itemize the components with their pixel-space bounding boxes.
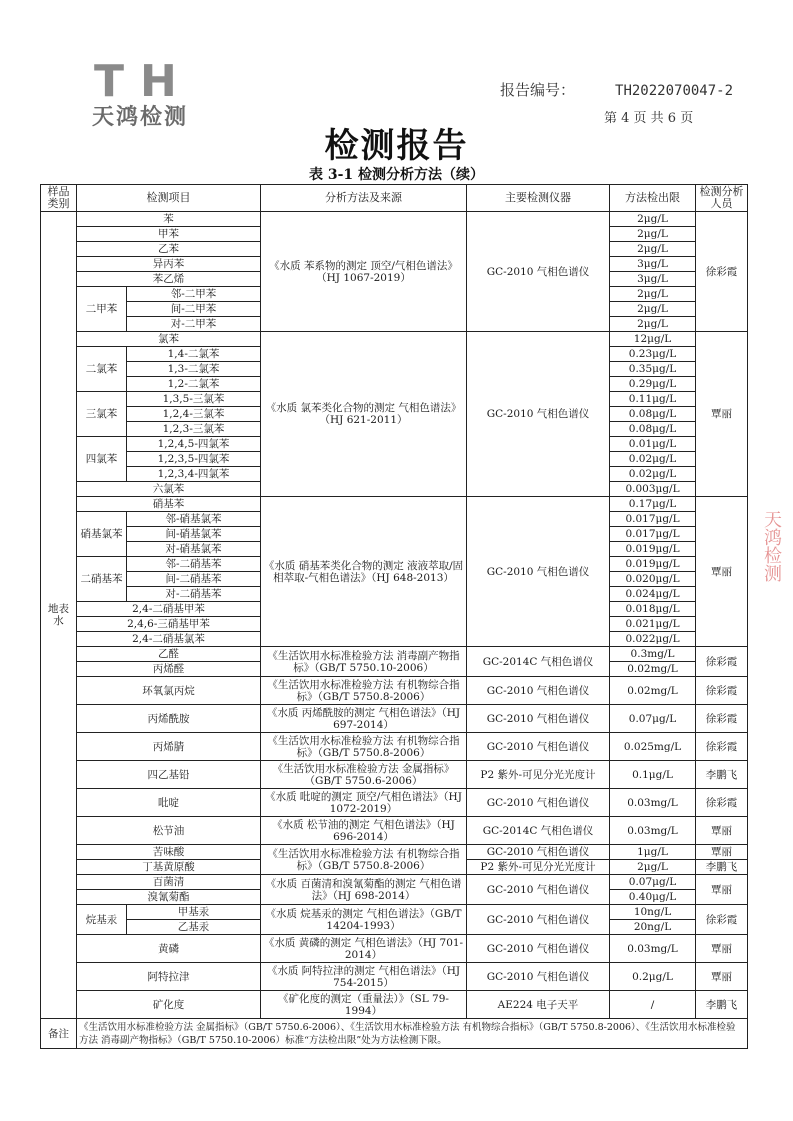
col-header: 检测项目 <box>77 185 261 212</box>
analyst: 徐彩霞 <box>696 733 748 761</box>
test-item: 硝基苯 <box>77 497 261 512</box>
method: 《水质 丙烯酰胺的测定 气相色谱法》（HJ 697-2014） <box>261 705 467 733</box>
test-item: 苦味酸 <box>77 845 261 860</box>
note-text: 《生活饮用水标准检验方法 金属指标》（GB/T 5750.6-2006）、《生活饮用水标准检验方法 有机物综合指标》（GB/T 5750.8-2006）、《生活饮用水标准检验方法 消毒副产物指标》（GB/T 5750.10-2006）标准“方法检出限”处为方法检测下限。 <box>77 1019 748 1049</box>
col-header: 主要检测仪器 <box>467 185 610 212</box>
table-row <box>41 935 748 963</box>
item-group: 硝基氯苯 <box>77 512 127 557</box>
instrument: GC-2010 气相色谱仪 <box>467 963 610 991</box>
col-header: 分析方法及来源 <box>261 185 467 212</box>
analyst: 覃丽 <box>696 845 748 860</box>
detection-limit: 0.017μg/L <box>610 512 696 527</box>
test-item: 邻-二甲苯 <box>127 287 261 302</box>
test-item: 1,3-二氯苯 <box>127 362 261 377</box>
test-item: 乙醛 <box>77 647 261 662</box>
sample-category: 地表水 <box>41 212 77 1019</box>
item-group: 二甲苯 <box>77 287 127 332</box>
table-row <box>41 817 748 845</box>
report-number-label: 报告编号： <box>500 81 576 99</box>
item-group: 烷基汞 <box>77 905 127 935</box>
test-item: 甲苯 <box>77 227 261 242</box>
detection-limit: 0.1μg/L <box>610 761 696 789</box>
instrument: GC-2010 气相色谱仪 <box>467 497 610 647</box>
method: 《水质 黄磷的测定 气相色谱法》（HJ 701-2014） <box>261 935 467 963</box>
table-row <box>41 705 748 733</box>
test-item: 六氯苯 <box>77 482 261 497</box>
item-group: 三氯苯 <box>77 392 127 437</box>
method: 《生活饮用水标准检验方法 金属指标》（GB/T 5750.6-2006） <box>261 761 467 789</box>
detection-limit: 2μg/L <box>610 287 696 302</box>
method: 《水质 硝基苯类化合物的测定 液液萃取/固相萃取-气相色谱法》（HJ 648-2013） <box>261 497 467 647</box>
detection-limit: 0.08μg/L <box>610 407 696 422</box>
seal-stamp-edge: 天鸿检测 <box>761 510 782 582</box>
test-item: 1,2,3,5-四氯苯 <box>127 452 261 467</box>
detection-limit: 2μg/L <box>610 317 696 332</box>
test-item: 对-二硝基苯 <box>127 587 261 602</box>
analyst: 覃丽 <box>696 497 748 647</box>
detection-limit: 0.23μg/L <box>610 347 696 362</box>
test-item: 苯乙烯 <box>77 272 261 287</box>
detection-limit: 0.020μg/L <box>610 572 696 587</box>
table-row <box>41 212 748 227</box>
instrument: GC-2010 气相色谱仪 <box>467 905 610 935</box>
company-logo <box>88 56 214 130</box>
table-header-row <box>41 185 748 212</box>
instrument: GC-2010 气相色谱仪 <box>467 845 610 860</box>
table-row <box>41 789 748 817</box>
detection-limit: 0.019μg/L <box>610 542 696 557</box>
logo-letters: TH <box>94 56 193 107</box>
page-info: 第 4 页 共 6 页 <box>604 111 694 126</box>
detection-limit: 3μg/L <box>610 257 696 272</box>
detection-limit: 3μg/L <box>610 272 696 287</box>
test-item: 丙烯腈 <box>77 733 261 761</box>
analyst: 徐彩霞 <box>696 905 748 935</box>
test-item: 苯 <box>77 212 261 227</box>
analyst: 李鹏飞 <box>696 991 748 1019</box>
item-group: 二硝基苯 <box>77 557 127 602</box>
test-item: 间-二硝基苯 <box>127 572 261 587</box>
report-number-value: TH2022070047-2 <box>615 83 734 99</box>
page-title: 检测报告 <box>324 126 469 166</box>
table-row <box>41 733 748 761</box>
detection-limit: 0.03mg/L <box>610 935 696 963</box>
method: 《生活饮用水标准检验方法 有机物综合指标》（GB/T 5750.8-2006） <box>261 677 467 705</box>
table-row <box>41 761 748 789</box>
test-item: 丁基黄原酸 <box>77 860 261 875</box>
detection-limit: 0.11μg/L <box>610 392 696 407</box>
detection-limit: 0.017μg/L <box>610 527 696 542</box>
detection-limit: 0.2μg/L <box>610 963 696 991</box>
analyst: 徐彩霞 <box>696 677 748 705</box>
test-item: 乙苯 <box>77 242 261 257</box>
test-item: 百菌清 <box>77 875 261 890</box>
detection-limit: 0.40μg/L <box>610 890 696 905</box>
analyst: 覃丽 <box>696 935 748 963</box>
test-item: 1,2-二氯苯 <box>127 377 261 392</box>
instrument: GC-2010 气相色谱仪 <box>467 789 610 817</box>
detection-limit: 0.17μg/L <box>610 497 696 512</box>
instrument: GC-2010 气相色谱仪 <box>467 212 610 332</box>
detection-limit: 0.021μg/L <box>610 617 696 632</box>
instrument: P2 紫外-可见分光光度计 <box>467 761 610 789</box>
detection-limit: 0.025mg/L <box>610 733 696 761</box>
detection-limit: 0.019μg/L <box>610 557 696 572</box>
method: 《水质 阿特拉津的测定 气相色谱法》（HJ 754-2015） <box>261 963 467 991</box>
method: 《水质 百菌清和溴氰菊酯的测定 气相色谱法》（HJ 698-2014） <box>261 875 467 905</box>
detection-limit: 0.02μg/L <box>610 452 696 467</box>
table-row <box>41 497 748 512</box>
test-item: 间-硝基氯苯 <box>127 527 261 542</box>
analyst: 徐彩霞 <box>696 705 748 733</box>
detection-limit: 2μg/L <box>610 227 696 242</box>
test-item: 环氧氯丙烷 <box>77 677 261 705</box>
analyst: 覃丽 <box>696 963 748 991</box>
analyst: 徐彩霞 <box>696 212 748 332</box>
method: 《生活饮用水标准检验方法 有机物综合指标》（GB/T 5750.8-2006） <box>261 845 467 875</box>
test-item: 溴氰菊酯 <box>77 890 261 905</box>
test-item: 2,4,6-三硝基甲苯 <box>77 617 261 632</box>
detection-limit: 0.02mg/L <box>610 677 696 705</box>
method: 《水质 吡啶的测定 顶空/气相色谱法》（HJ 1072-2019） <box>261 789 467 817</box>
logo-text: 天鸿检测 <box>92 105 189 130</box>
test-item: 对-硝基氯苯 <box>127 542 261 557</box>
instrument: GC-2010 气相色谱仪 <box>467 875 610 905</box>
detection-limit: 12μg/L <box>610 332 696 347</box>
detection-limit: 0.02mg/L <box>610 662 696 677</box>
detection-limit: 0.01μg/L <box>610 437 696 452</box>
instrument: GC-2010 气相色谱仪 <box>467 935 610 963</box>
test-item: 邻-硝基氯苯 <box>127 512 261 527</box>
test-item: 矿化度 <box>77 991 261 1019</box>
item-group: 四氯苯 <box>77 437 127 482</box>
analyst: 覃丽 <box>696 332 748 497</box>
item-group: 二氯苯 <box>77 347 127 392</box>
test-item: 阿特拉津 <box>77 963 261 991</box>
analyst: 徐彩霞 <box>696 647 748 677</box>
detection-limit: 0.03mg/L <box>610 817 696 845</box>
instrument: AE224 电子天平 <box>467 991 610 1019</box>
detection-limit: 0.3mg/L <box>610 647 696 662</box>
report-number <box>500 79 733 100</box>
analyst: 覃丽 <box>696 875 748 905</box>
test-item: 1,4-二氯苯 <box>127 347 261 362</box>
instrument: GC-2010 气相色谱仪 <box>467 332 610 497</box>
method: 《生活饮用水标准检验方法 有机物综合指标》（GB/T 5750.8-2006） <box>261 733 467 761</box>
test-item: 黄磷 <box>77 935 261 963</box>
col-header: 方法检出限 <box>610 185 696 212</box>
instrument: GC-2014C 气相色谱仪 <box>467 647 610 677</box>
notes-row <box>41 1019 748 1049</box>
detection-limit: 0.07μg/L <box>610 875 696 890</box>
table-row <box>41 647 748 662</box>
detection-limit: 0.003μg/L <box>610 482 696 497</box>
test-item: 氯苯 <box>77 332 261 347</box>
detection-limit: 0.08μg/L <box>610 422 696 437</box>
test-item: 丙烯酰胺 <box>77 705 261 733</box>
test-item: 对-二甲苯 <box>127 317 261 332</box>
test-item: 1,2,4,5-四氯苯 <box>127 437 261 452</box>
detection-limit: 0.07μg/L <box>610 705 696 733</box>
analyst: 李鹏飞 <box>696 860 748 875</box>
test-item: 1,2,3-三氯苯 <box>127 422 261 437</box>
method: 《水质 松节油的测定 气相色谱法》（HJ 696-2014） <box>261 817 467 845</box>
detection-limit: 20ng/L <box>610 920 696 935</box>
detection-limit: 0.024μg/L <box>610 587 696 602</box>
detection-limit: 2μg/L <box>610 212 696 227</box>
table-row <box>41 845 748 860</box>
detection-limit: 0.02μg/L <box>610 467 696 482</box>
test-item: 间-二甲苯 <box>127 302 261 317</box>
instrument: GC-2010 气相色谱仪 <box>467 677 610 705</box>
test-item: 1,2,3,4-四氯苯 <box>127 467 261 482</box>
analyst: 李鹏飞 <box>696 761 748 789</box>
detection-limit: 0.29μg/L <box>610 377 696 392</box>
method: 《水质 烷基汞的测定 气相色谱法》（GB/T 14204-1993） <box>261 905 467 935</box>
table-title: 表 3-1 检测分析方法（续） <box>308 167 485 183</box>
method: 《生活饮用水标准检验方法 消毒副产物指标》（GB/T 5750.10-2006） <box>261 647 467 677</box>
test-item: 2,4-二硝基氯苯 <box>77 632 261 647</box>
detection-limit: 2μg/L <box>610 302 696 317</box>
col-header: 样品类别 <box>41 185 77 212</box>
note-label: 备注 <box>41 1019 77 1049</box>
test-item: 1,2,4-三氯苯 <box>127 407 261 422</box>
detection-limit: 2μg/L <box>610 242 696 257</box>
test-item: 异丙苯 <box>77 257 261 272</box>
analysis-methods-table <box>40 184 748 1049</box>
test-item: 甲基汞 <box>127 905 261 920</box>
method: 《水质 苯系物的测定 顶空/气相色谱法》（HJ 1067-2019） <box>261 212 467 332</box>
analyst: 覃丽 <box>696 817 748 845</box>
analyst: 徐彩霞 <box>696 789 748 817</box>
col-header: 检测分析人员 <box>696 185 748 212</box>
method: 《矿化度的测定（重量法）》（SL 79-1994） <box>261 991 467 1019</box>
detection-limit: 0.018μg/L <box>610 602 696 617</box>
test-item: 邻-二硝基苯 <box>127 557 261 572</box>
test-item: 丙烯醛 <box>77 662 261 677</box>
detection-limit: 0.03mg/L <box>610 789 696 817</box>
test-item: 四乙基铅 <box>77 761 261 789</box>
instrument: GC-2014C 气相色谱仪 <box>467 817 610 845</box>
table-row <box>41 875 748 890</box>
detection-limit: 2μg/L <box>610 860 696 875</box>
table-row <box>41 963 748 991</box>
detection-limit: 1μg/L <box>610 845 696 860</box>
method: 《水质 氯苯类化合物的测定 气相色谱法》（HJ 621-2011） <box>261 332 467 497</box>
test-item: 2,4-二硝基甲苯 <box>77 602 261 617</box>
table-row <box>41 332 748 347</box>
instrument: GC-2010 气相色谱仪 <box>467 733 610 761</box>
table-row <box>41 677 748 705</box>
instrument: P2 紫外-可见分光光度计 <box>467 860 610 875</box>
detection-limit: 0.35μg/L <box>610 362 696 377</box>
test-item: 1,3,5-三氯苯 <box>127 392 261 407</box>
test-item: 乙基汞 <box>127 920 261 935</box>
table-row <box>41 905 748 920</box>
detection-limit: / <box>610 991 696 1019</box>
test-item: 吡啶 <box>77 789 261 817</box>
instrument: GC-2010 气相色谱仪 <box>467 705 610 733</box>
test-item: 松节油 <box>77 817 261 845</box>
detection-limit: 10ng/L <box>610 905 696 920</box>
detection-limit: 0.022μg/L <box>610 632 696 647</box>
table-row <box>41 991 748 1019</box>
